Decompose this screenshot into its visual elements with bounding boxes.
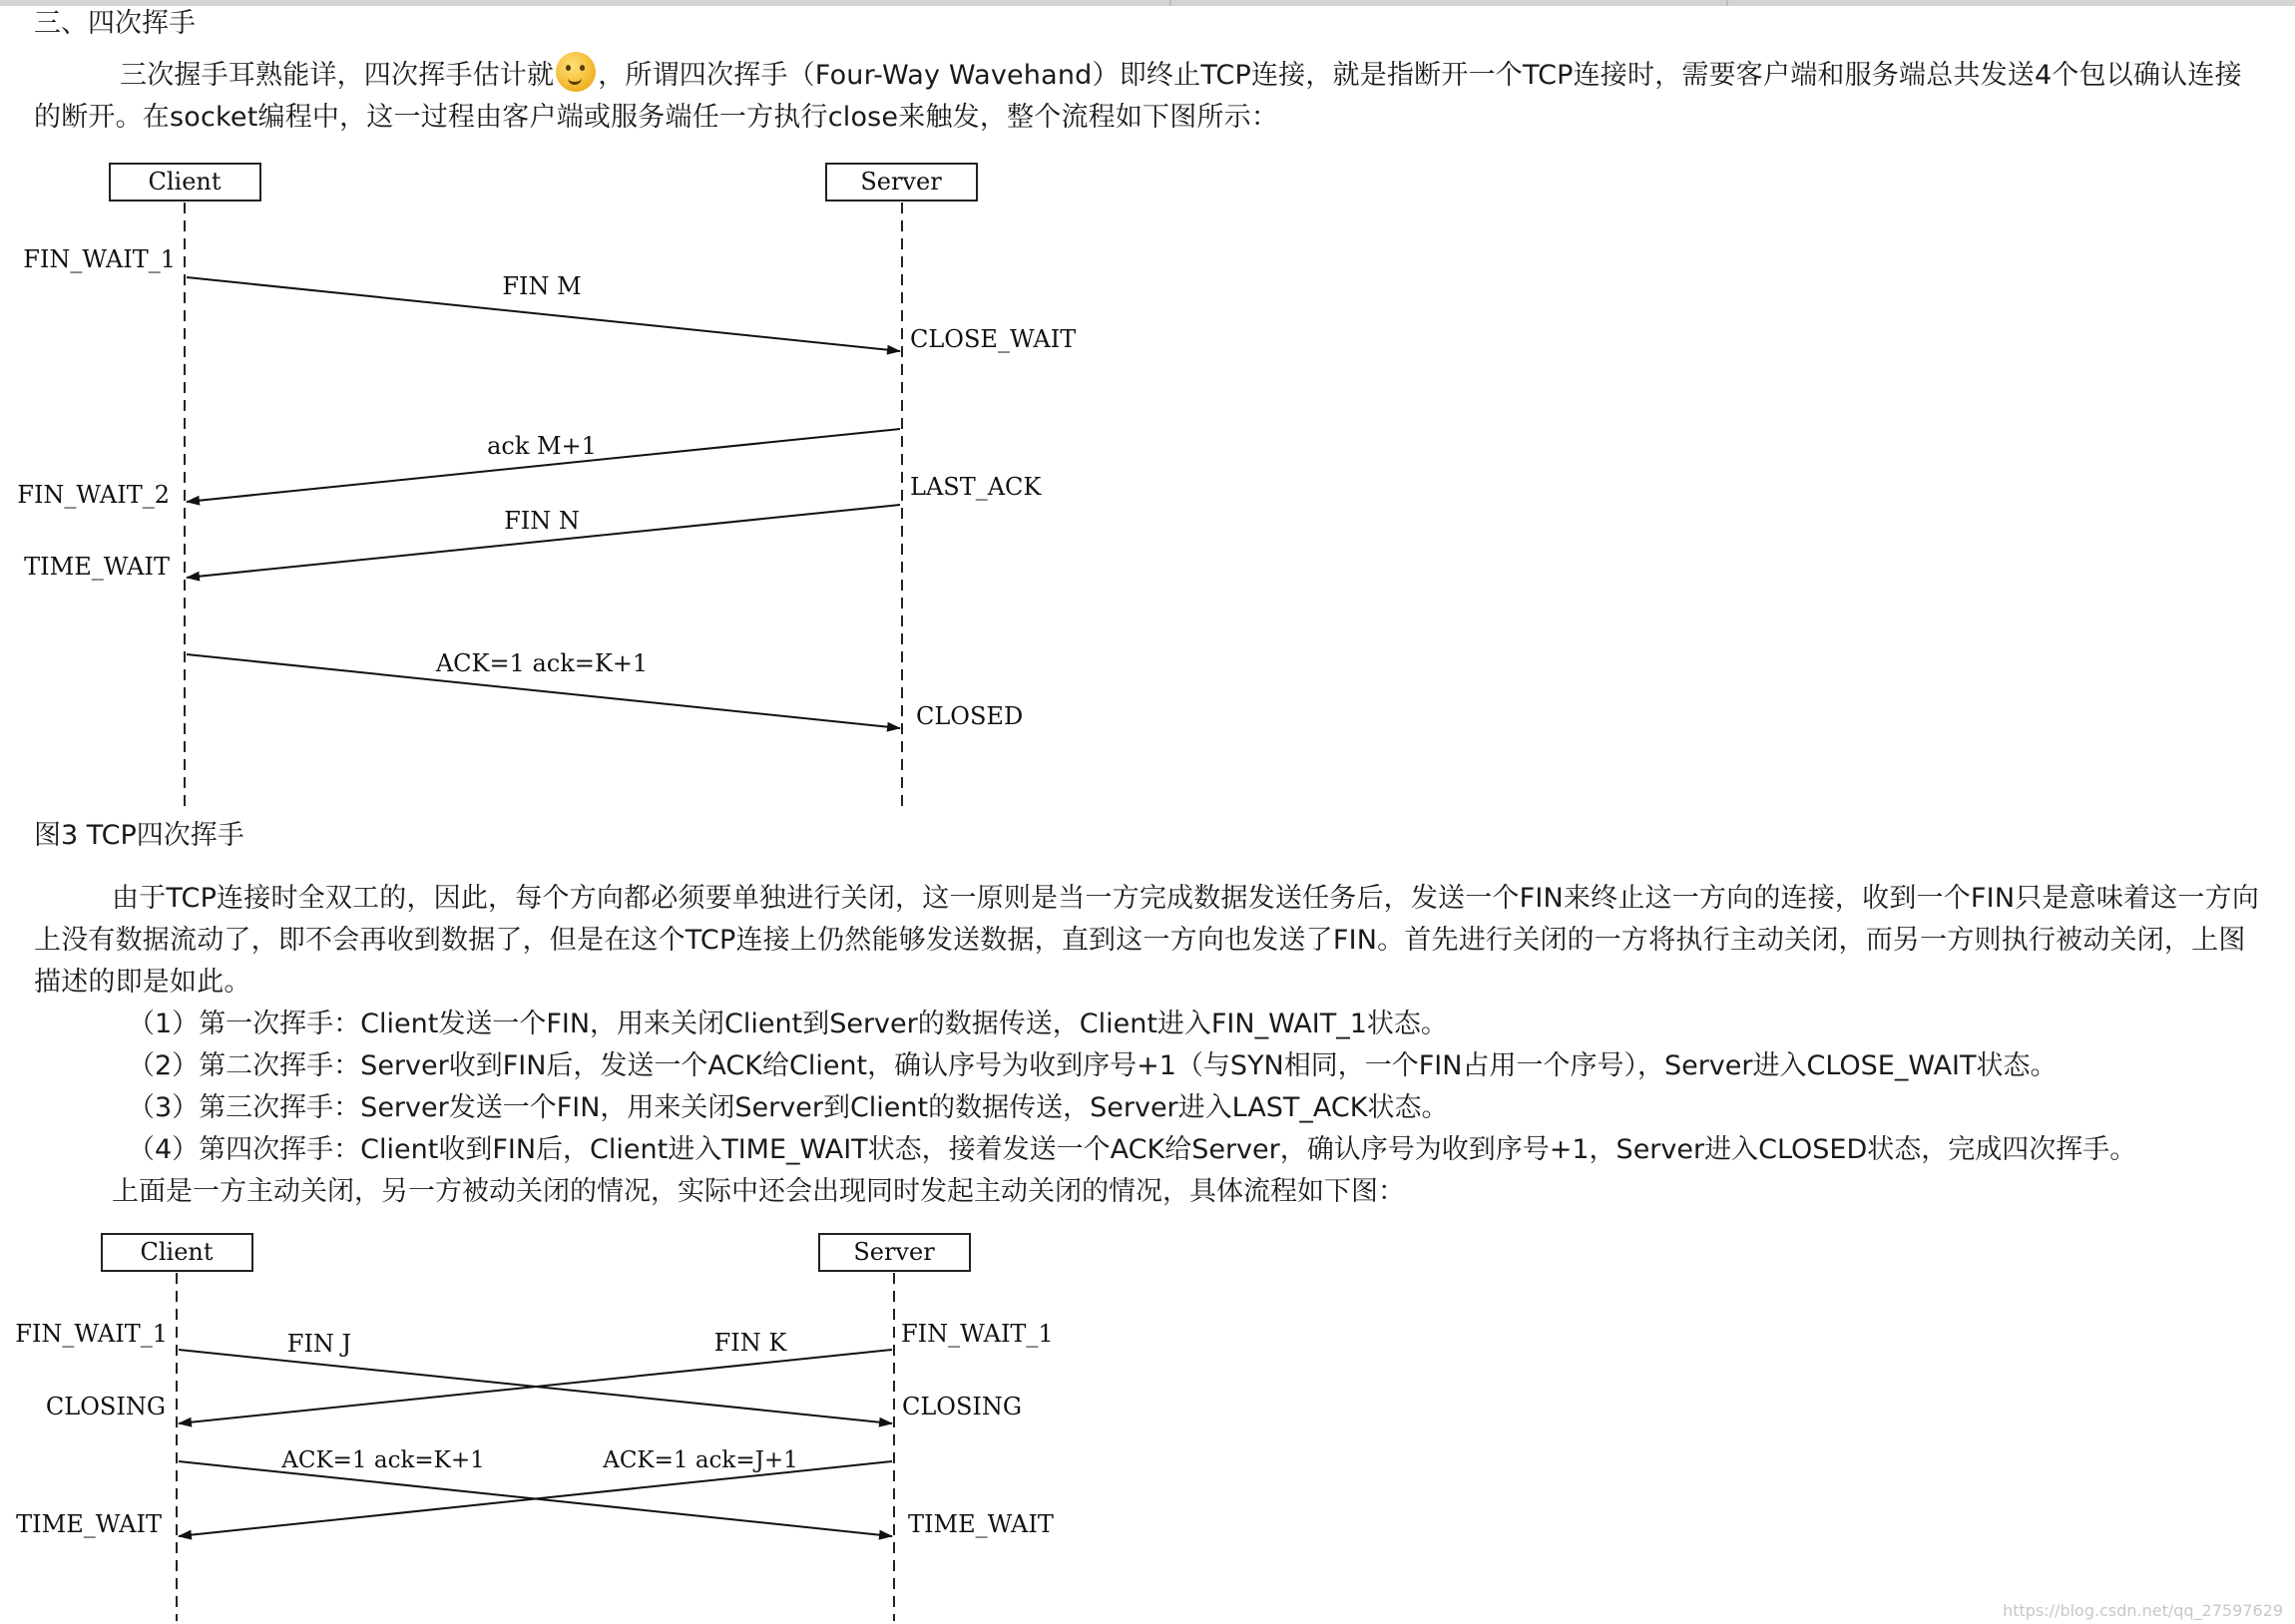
intro-paragraph xyxy=(34,52,2261,139)
client-state-closing: CLOSING xyxy=(45,1393,166,1421)
state-fin-wait-1: FIN_WAIT_1 xyxy=(23,245,176,273)
ack-m1-label: ack M+1 xyxy=(487,432,597,460)
step-item: （3）第三次挥手：Server发送一个FIN，用来关闭Server到Client的数据传送，Server进入LAST_ACK状态。 xyxy=(128,1092,1449,1123)
ack-j1-label: ACK=1 ack=J+1 xyxy=(603,1447,798,1473)
server-state-time-wait: TIME_WAIT xyxy=(908,1510,1054,1538)
step-item: （4）第四次挥手：Client收到FIN后，Client进入TIME_WAIT状态，接着发送一个ACK给Server，确认序号为收到序号+1，Server进入CLOSED状态，完成四次挥手。 xyxy=(128,1134,2137,1165)
simultaneous-close-diagram xyxy=(0,1222,1098,1624)
simultaneous-close-intro: 上面是一方主动关闭，另一方被动关闭的情况，实际中还会出现同时发起主动关闭的情况，具体流程如下图： xyxy=(112,1176,1405,1207)
state-last-ack: LAST_ACK xyxy=(910,473,1042,501)
state-close-wait: CLOSE_WAIT xyxy=(910,325,1077,353)
final-ack-label: ACK=1 ack=K+1 xyxy=(435,649,649,677)
fin-k-label: FIN K xyxy=(713,1329,787,1357)
step-item: （2）第二次挥手：Server收到FIN后，发送一个ACK给Client，确认序号为收到序号+1（与SYN相同，一个FIN占用一个序号），Server进入CLOSE_WAIT状态。 xyxy=(128,1050,2058,1081)
client-label: Client xyxy=(140,1238,214,1266)
server-label: Server xyxy=(853,1238,935,1266)
ack-k1-label: ACK=1 ack=K+1 xyxy=(281,1447,485,1473)
explanation-text: 由于TCP连接时全双工的，因此，每个方向都必须要单独进行关闭，这一原则是当一方完成数据发送任务后，发送一个FIN来终止这一方向的连接，收到一个FIN只是意味着这一方向上没有数据流动了，即不会再收到数据了，但是在这个TCP连接上仍然能够发送数据，直到这一方向也发送了FIN。首先进行关闭的一方将执行主动关闭，而另一方则执行被动关闭，上图描述的即是如此。 xyxy=(34,883,2260,998)
fin-n-label: FIN N xyxy=(504,507,580,535)
watermark: https://blog.csdn.net/qq_27597629 xyxy=(2003,1601,2283,1620)
state-fin-wait-2: FIN_WAIT_2 xyxy=(17,481,170,509)
step-item: （1）第一次挥手：Client发送一个FIN，用来关闭Client到Server的数据传送，Client进入FIN_WAIT_1状态。 xyxy=(128,1009,1448,1039)
top-scroll-bar xyxy=(0,0,2295,6)
four-way-handshake-diagram xyxy=(0,150,1098,813)
intro-text-after-emoji: ，所谓四次挥手（Four-Way Wavehand）即终止TCP连接，就是指断开一个TCP连接时，需要客户端和服务端总共发送4个包以确认连接的断开。在socket编程中，这一过程由客户端或服务端任一方执行close来触发，整个流程如下图所示： xyxy=(34,60,2242,133)
intro-text-before-emoji: 三次握手耳熟能详，四次挥手估计就 xyxy=(120,60,555,91)
server-state-closing: CLOSING xyxy=(902,1393,1023,1421)
client-state-time-wait: TIME_WAIT xyxy=(16,1510,162,1538)
state-closed: CLOSED xyxy=(916,702,1024,730)
explanation-paragraph xyxy=(34,878,2261,1004)
fin-j-label: FIN J xyxy=(286,1330,352,1358)
figure-caption: 图3 TCP四次挥手 xyxy=(34,820,244,851)
top-bar-divider xyxy=(1726,0,1728,6)
state-time-wait: TIME_WAIT xyxy=(24,553,170,581)
client-state-fin-wait-1: FIN_WAIT_1 xyxy=(15,1320,168,1348)
client-label: Client xyxy=(148,168,222,196)
thinking-face-icon xyxy=(556,52,596,92)
server-state-fin-wait-1: FIN_WAIT_1 xyxy=(901,1320,1054,1348)
server-label: Server xyxy=(860,168,942,196)
top-bar-divider xyxy=(1169,0,1171,6)
section-title: 三、四次挥手 xyxy=(34,8,196,39)
fin-m-label: FIN M xyxy=(502,272,582,300)
